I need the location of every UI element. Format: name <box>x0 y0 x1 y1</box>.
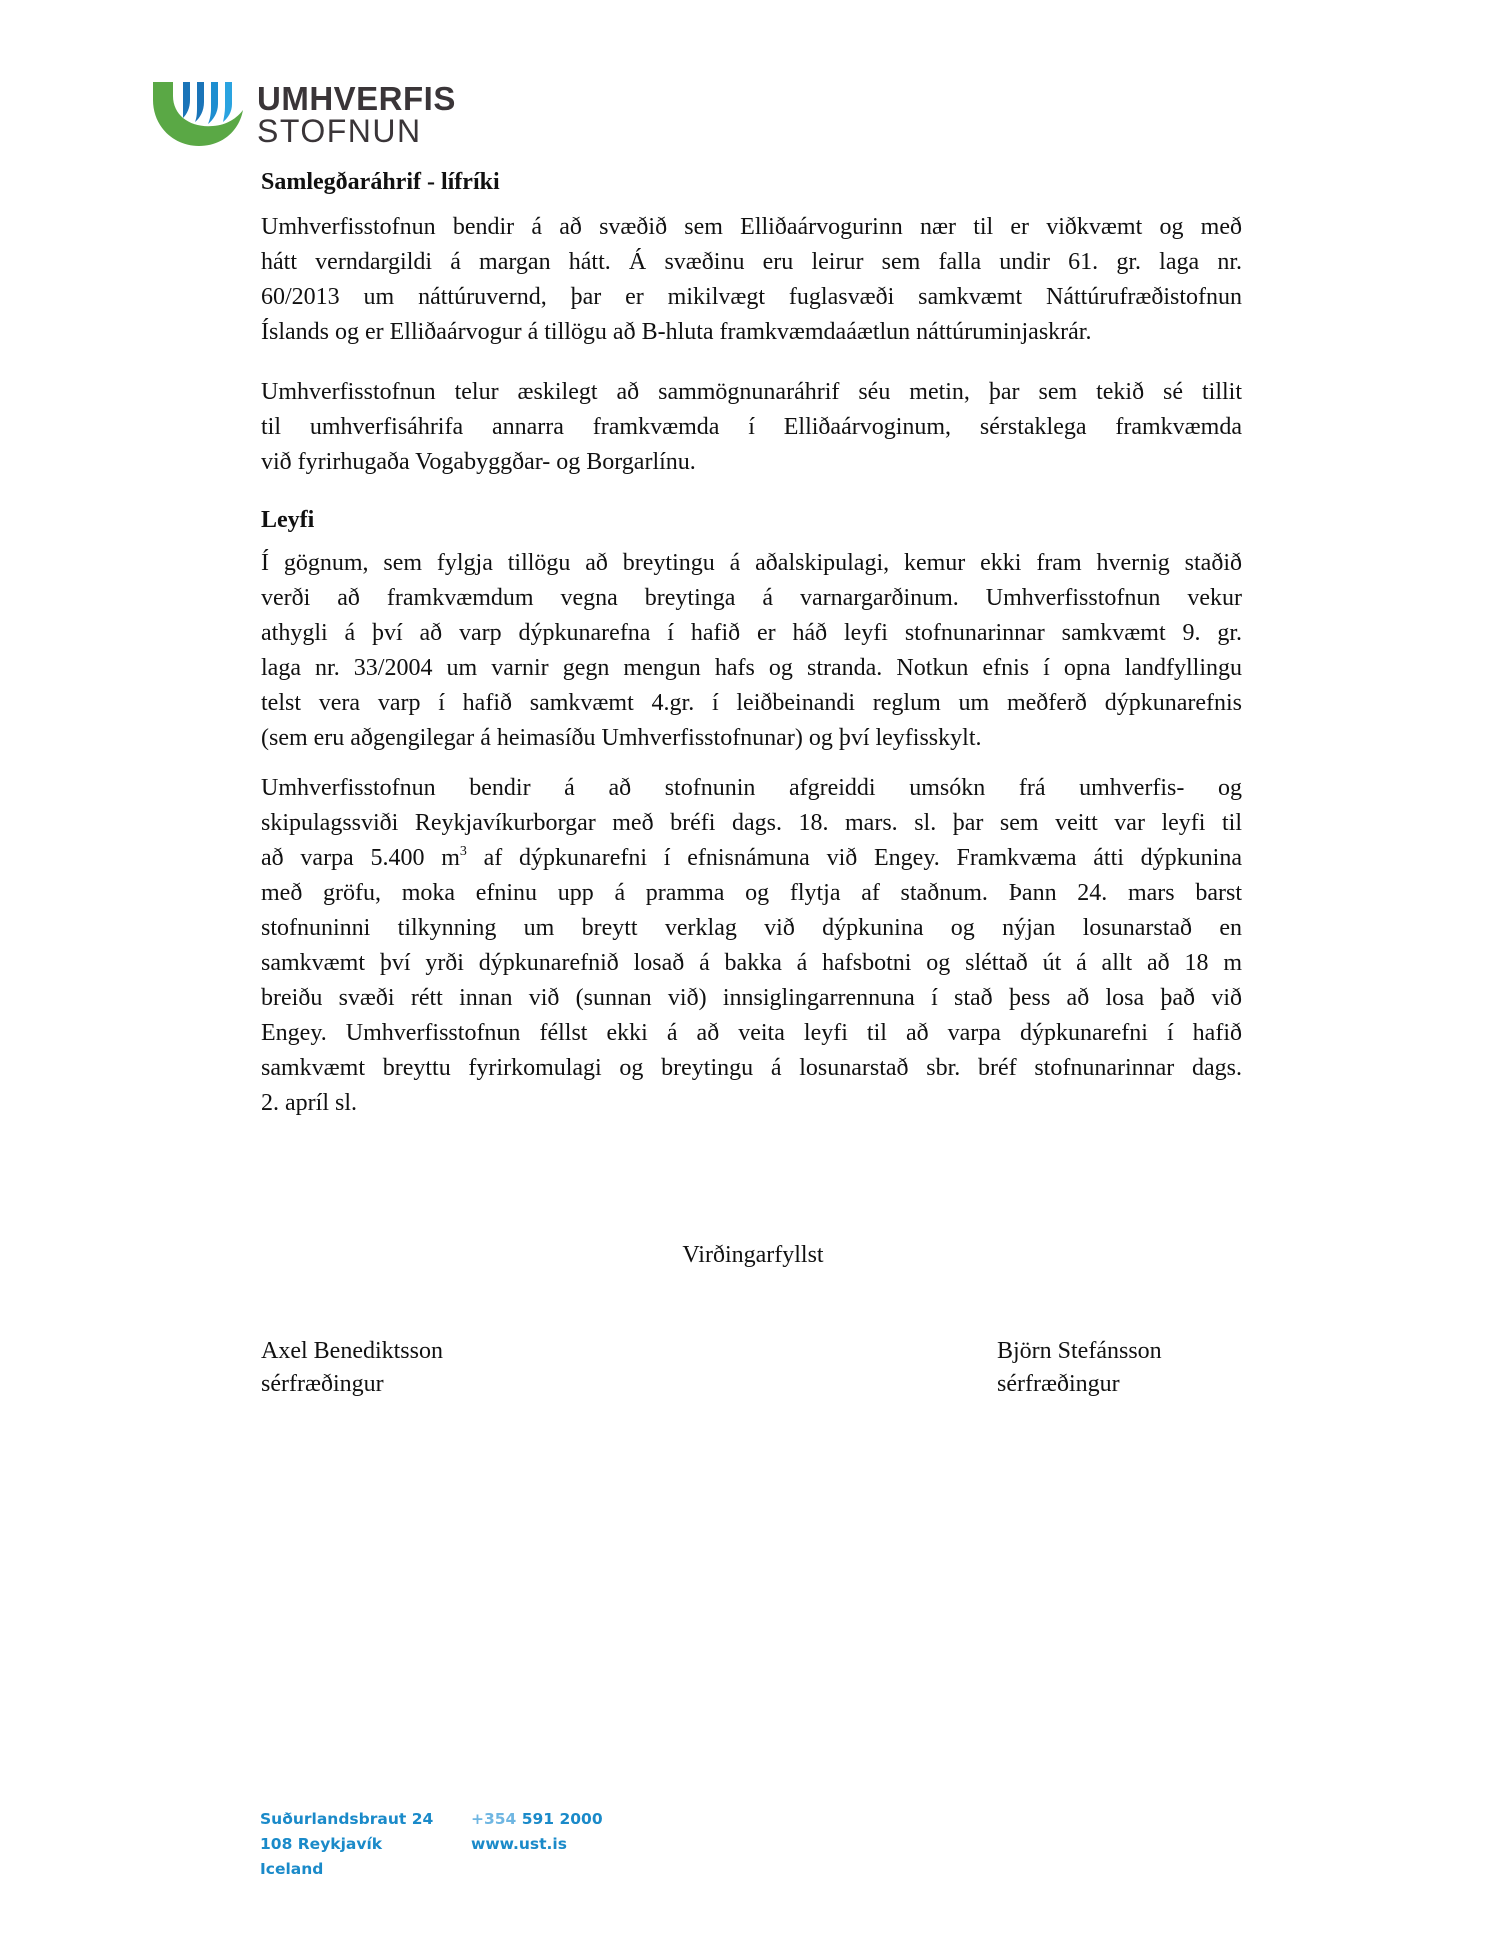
text-line: 2. apríl sl. <box>261 1090 357 1116</box>
text-line: skipulagssviði Reykjavíkurborgar með bréfi dags. 18. mars. sl. þar sem veitt var leyfi til <box>261 810 1242 836</box>
logo-mark-icon <box>153 82 249 148</box>
text-line: með gröfu, moka efninu upp á pramma og flytja af staðnum. Þann 24. mars barst <box>261 880 1242 906</box>
text-line: Umhverfisstofnun bendir á að svæðið sem Elliðaárvogurinn nær til er viðkvæmt og með <box>261 214 1242 240</box>
signatory-title: sérfræðingur <box>997 1371 1120 1397</box>
paragraph-3 <box>261 546 1242 756</box>
signatory-name: Björn Stefánsson <box>997 1338 1162 1364</box>
heading-leyfi: Leyfi <box>261 507 315 533</box>
text-line: til umhverfisáhrifa annarra framkvæmda í Elliðaárvoginum, sérstaklega framkvæmda <box>261 414 1242 440</box>
closing <box>0 1239 1500 1272</box>
text-line: 60/2013 um náttúruvernd, þar er mikilvægt fuglasvæði samkvæmt Náttúrufræðistofnun <box>261 284 1242 310</box>
text-line: Íslands og er Elliðaárvogur á tillögu að B-hluta framkvæmdaáætlun náttúruminjaskrár. <box>261 319 1092 345</box>
text-line: Umhverfisstofnun bendir á að stofnunin afgreiddi umsókn frá umhverfis- og <box>261 775 1242 801</box>
text-line: laga nr. 33/2004 um varnir gegn mengun hafs og stranda. Notkun efnis í opna landfyllingu <box>261 655 1242 681</box>
footer-phone <box>471 1807 603 1832</box>
text-line: (sem eru aðgengilegar á heimasíðu Umhverfisstofnunar) og því leyfisskylt. <box>261 725 982 751</box>
text-line: stofnuninni tilkynning um breytt verklag við dýpkunina og nýjan losunarstað en <box>261 915 1242 941</box>
text-line: Í gögnum, sem fylgja tillögu að breytingu á aðalskipulagi, kemur ekki fram hvernig staðið <box>261 550 1242 576</box>
paragraph-2 <box>261 375 1242 480</box>
address-street: Suðurlandsbraut 24 <box>260 1810 434 1828</box>
signatory-2 <box>997 1335 1162 1401</box>
text-fragment: að varpa 5.400 m <box>261 845 460 871</box>
logo-text-stofnun: STOFNUN <box>257 113 422 149</box>
footer-address <box>260 1807 433 1882</box>
footer-contact <box>471 1807 603 1857</box>
phone-prefix: +354 <box>471 1810 517 1828</box>
footer-website-link[interactable]: www.ust.is <box>471 1835 567 1853</box>
address-country: Iceland <box>260 1860 324 1878</box>
text-line: samkvæmt því yrði dýpkunarefnið losað á bakka á hafsbotni og sléttað út á allt að 18 m <box>261 950 1242 976</box>
superscript: 3 <box>459 844 467 859</box>
paragraph-4 <box>261 771 1242 1121</box>
closing-text: Virðingarfyllst <box>682 1242 824 1268</box>
signatory-1 <box>261 1335 443 1401</box>
text-line: hátt verndargildi á margan hátt. Á svæðinu eru leirur sem falla undir 61. gr. laga nr. <box>261 249 1242 275</box>
text-line: athygli á því að varp dýpkunarefna í hafið er háð leyfi stofnunarinnar samkvæmt 9. gr. <box>261 620 1242 646</box>
paragraph-1 <box>261 210 1242 350</box>
heading-samlegdarahrif: Samlegðaráhrif - lífríki <box>261 169 500 195</box>
text-line: verði að framkvæmdum vegna breytinga á varnargarðinum. Umhverfisstofnun vekur <box>261 585 1242 611</box>
text-line <box>261 841 1242 876</box>
text-line: samkvæmt breyttu fyrirkomulagi og breytingu á losunarstað sbr. bréf stofnunarinnar dags. <box>261 1055 1242 1081</box>
text-line: breiðu svæði rétt innan við (sunnan við) innsiglingarrennuna í stað þess að losa það við <box>261 985 1242 1011</box>
text-line: Umhverfisstofnun telur æskilegt að sammögnunaráhrif séu metin, þar sem tekið sé tillit <box>261 379 1242 405</box>
address-city: 108 Reykjavík <box>260 1835 383 1853</box>
logo-text-umhverfis: UMHVERFIS <box>257 80 456 117</box>
umhverfisstofnun-logo <box>153 82 463 148</box>
signatory-title: sérfræðingur <box>261 1371 384 1397</box>
phone-number: 591 2000 <box>516 1810 603 1828</box>
text-line: telst vera varp í hafið samkvæmt 4.gr. í leiðbeinandi reglum um meðferð dýpkunarefnis <box>261 690 1242 716</box>
text-line: við fyrirhugaða Vogabyggðar- og Borgarlínu. <box>261 449 696 475</box>
text-fragment: af dýpkunarefni í efnisnámuna við Engey. Framkvæma átti dýpkunina <box>466 845 1242 871</box>
signatory-name: Axel Benediktsson <box>261 1338 443 1364</box>
text-line: Engey. Umhverfisstofnun féllst ekki á að veita leyfi til að varpa dýpkunarefni í hafið <box>261 1020 1242 1046</box>
